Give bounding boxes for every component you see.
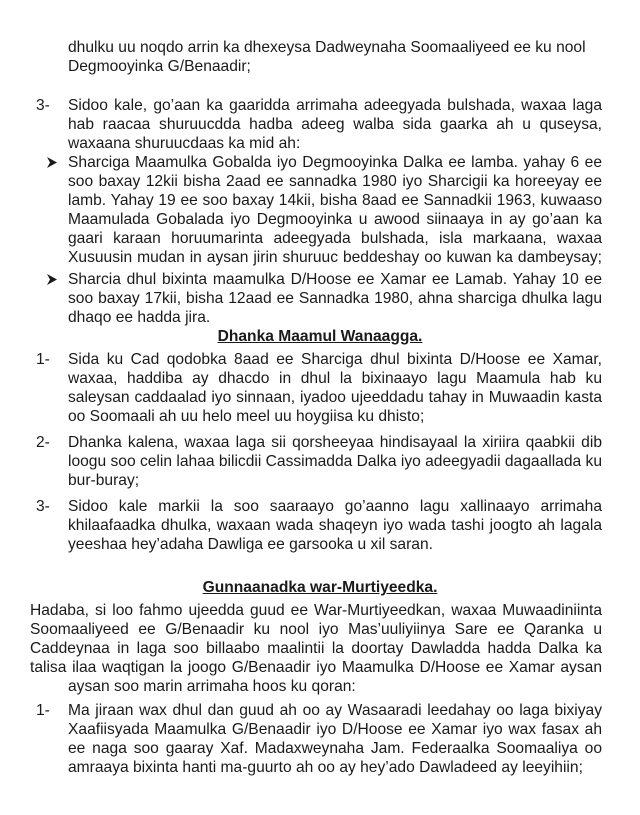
bullet-line: Xusuusin mudan in aysan jirin shuruuc beddeshay oo kuwan ka dambeysay;: [68, 249, 602, 266]
item-line: yeeshaa hey’adaha Dawliga ee garsooka u xil saran.: [68, 536, 433, 553]
item-line: amraaya bixinta hanti ma-guurto ah oo ay hey’ado Dawladeed ay leeyihiin;: [68, 759, 583, 776]
item-line: khilaafaadka dhulka, waxaan wada shaqeyn iyo wada tashi joogto ah lagala: [68, 517, 602, 534]
bullet-line: Maamulada Gobalada iyo Degmooyinka u awood siinaaya in ay go’aan ka: [68, 211, 602, 228]
item-line: Sidoo kale, go’aan ka gaaridda arrimaha adeegyada bulshada, waxaa laga: [68, 97, 602, 114]
arrow-bullet-icon: [45, 270, 59, 289]
bullet-line: soo baxay 17kii, bisha 12aad ee Sannadka 1980, ahna sharciga dhulka lagu: [68, 290, 602, 307]
section-heading: Dhanka Maamul Wanaagga.: [217, 328, 423, 345]
item-line: loogu soo celin lahaa bilicdii Cassimadda Dalka iyo adeegyadii dagaallada ku: [68, 453, 602, 470]
item-number: 3-: [36, 498, 50, 515]
section-heading: Gunnaanadka war-Murtiyeedka.: [202, 579, 438, 596]
paragraph-line: Soomaaliyeed ee G/Benaadir ku nool iyo Mas’uuliyiinya Sare ee Qaranka u: [30, 621, 602, 638]
intro-line: dhulku uu noqdo arrin ka dhexeysa Dadweynaha Soomaaliyeed ee ku nool: [68, 39, 586, 56]
arrow-bullet-icon: [45, 153, 59, 172]
intro-line: Degmooyinka G/Benaadir;: [68, 58, 251, 75]
item-number: 1-: [36, 702, 50, 719]
item-line: Ma jiraan wax dhul dan guud ah oo ay Wasaaradi leedahay oo laga bixiyay: [68, 702, 602, 719]
item-number: 2-: [36, 434, 50, 451]
item-line: ee naga soo gaaray Xaf. Madaxweynaha Jam. Federaalka Soomaaliya oo: [68, 740, 602, 757]
paragraph-line: aysan soo marin arrimaha hoos ku qoran:: [68, 678, 356, 695]
bullet-line: Sharciga Maamulka Gobalda iyo Degmooyinka Dalka ee lamba. yahay 6 ee: [68, 154, 602, 171]
paragraph-line: talisa ilaa waqtigan la joogo G/Benaadir iyo Maamulka D/Hoose ee Xamar aysan: [30, 659, 602, 676]
bullet-line: Sharcia dhul bixinta maamulka D/Hoose ee Xamar ee Lamab. Yahay 10 ee: [68, 271, 602, 288]
bullet-line: soo baxay 12kii bisha 2aad ee sannadka 1980 iyo Sharcigii ka horeeyay ee: [68, 173, 602, 190]
item-line: waxaana shuruucdaas ka mid ah:: [68, 135, 301, 152]
bullet-line: dhaqo ee hadda jira.: [68, 309, 211, 326]
paragraph-line: Caddeynaa in laga soo billaabo maalintii la doortay Dawladda hadda Dalka ka: [30, 640, 602, 657]
item-line: Sidoo kale markii la soo saaraayo go’aanno lagu xallinaayo arrimaha: [68, 498, 602, 515]
item-line: oo Soomaali ah uu helo meel uu hoygiisa ku dhisto;: [68, 408, 425, 425]
bullet-line: gaari karaan horuumarinta adeegyada bulshada, isla markaana, waxaa: [68, 230, 602, 247]
item-number: 3-: [36, 97, 50, 114]
item-line: Xaafiisyada Maamulka G/Benaadir iyo D/Hoose ee Xamar iyo wax fasax ah: [68, 721, 602, 738]
bullet-line: lamb. Yahay 19 ee soo baxay 14kii, bisha 8aad ee Sannadkii 1963, kuwaaso: [68, 192, 602, 209]
item-line: waxaa, haddiba ay dhacdo in dhul la bixinaayo lagu Maamula hab ku: [68, 370, 602, 387]
item-line: Dhanka kalena, waxaa laga sii qorsheeyaa hindisayaal la xiriira qaabkii dib: [68, 434, 602, 451]
item-number: 1-: [36, 351, 50, 368]
item-line: hab raacaa shuruucdda hadba adeeg walba sida gaarka ah u quseysa,: [68, 116, 602, 133]
paragraph-line: Hadaba, si loo fahmo ujeedda guud ee War-Murtiyeedkan, waxaa Muwaadiniinta: [30, 602, 602, 619]
item-line: Sida ku Cad qodobka 8aad ee Sharciga dhul bixinta D/Hoose ee Xamar,: [68, 351, 602, 368]
item-line: saleysan caddaalad iyo sinnaan, iyadoo ujeeddadu tahay in Muwaadin kasta: [68, 389, 602, 406]
item-line: bur-buray;: [68, 472, 140, 489]
